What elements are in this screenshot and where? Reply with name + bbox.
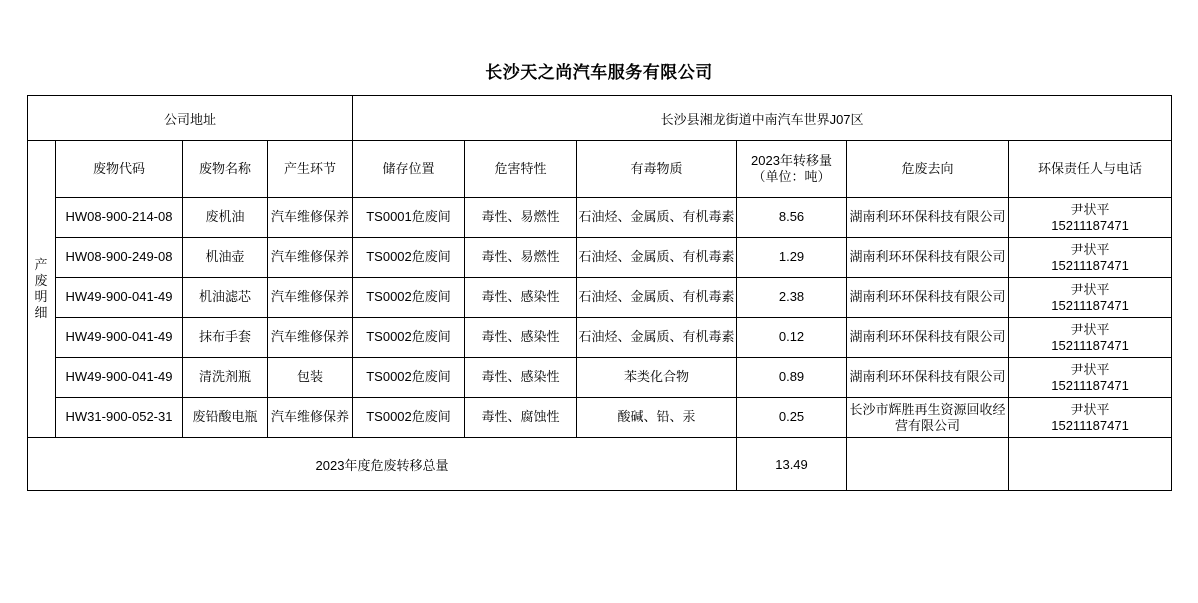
- header-waste-code: 废物代码: [56, 141, 183, 198]
- address-label: 公司地址: [28, 96, 353, 141]
- cell-waste-code: HW08-900-214-08: [56, 198, 183, 238]
- cell-destination: 湖南利环环保科技有限公司: [847, 318, 1009, 358]
- cell-responsible-person: 尹状平 15211187471: [1009, 238, 1172, 278]
- cell-process: 包装: [268, 358, 353, 398]
- cell-destination: 湖南利环环保科技有限公司: [847, 198, 1009, 238]
- cell-hazard: 毒性、感染性: [465, 318, 577, 358]
- total-destination-empty: [847, 438, 1009, 491]
- table-row: [28, 278, 1172, 318]
- cell-waste-name: 机油壶: [183, 238, 268, 278]
- cell-waste-code: HW49-900-041-49: [56, 278, 183, 318]
- cell-hazard: 毒性、腐蚀性: [465, 398, 577, 438]
- cell-waste-name: 废铅酸电瓶: [183, 398, 268, 438]
- cell-amount: 0.12: [737, 318, 847, 358]
- total-person-empty: [1009, 438, 1172, 491]
- header-responsible-person: 环保责任人与电话: [1009, 141, 1172, 198]
- cell-toxic: 石油烃、金属质、有机毒素: [577, 238, 737, 278]
- table-row: [28, 198, 1172, 238]
- table-row: [28, 238, 1172, 278]
- cell-toxic: 石油烃、金属质、有机毒素: [577, 278, 737, 318]
- cell-destination: 长沙市辉胜再生资源回收经 营有限公司: [847, 398, 1009, 438]
- header-destination: 危废去向: [847, 141, 1009, 198]
- cell-toxic: 酸碱、铅、汞: [577, 398, 737, 438]
- table-row: [28, 318, 1172, 358]
- cell-responsible-person: 尹状平 15211187471: [1009, 398, 1172, 438]
- cell-storage: TS0002危废间: [353, 358, 465, 398]
- cell-hazard: 毒性、易燃性: [465, 198, 577, 238]
- page-title: 长沙天之尚汽车服务有限公司: [485, 63, 713, 82]
- cell-storage: TS0002危废间: [353, 318, 465, 358]
- cell-destination: 湖南利环环保科技有限公司: [847, 278, 1009, 318]
- table-row: [28, 398, 1172, 438]
- cell-toxic: 石油烃、金属质、有机毒素: [577, 198, 737, 238]
- cell-responsible-person: 尹状平 15211187471: [1009, 198, 1172, 238]
- cell-responsible-person: 尹状平 15211187471: [1009, 278, 1172, 318]
- cell-waste-name: 废机油: [183, 198, 268, 238]
- cell-waste-code: HW31-900-052-31: [56, 398, 183, 438]
- hazardous-waste-table: [27, 95, 1172, 491]
- cell-toxic: 苯类化合物: [577, 358, 737, 398]
- cell-destination: 湖南利环环保科技有限公司: [847, 238, 1009, 278]
- cell-waste-name: 清洗剂瓶: [183, 358, 268, 398]
- header-transfer-amount: 2023年转移量 （单位：吨）: [737, 141, 847, 198]
- cell-waste-code: HW49-900-041-49: [56, 318, 183, 358]
- cell-storage: TS0001危废间: [353, 198, 465, 238]
- table-header-row: [28, 141, 1172, 198]
- cell-process: 汽车维修保养: [268, 318, 353, 358]
- cell-waste-code: HW49-900-041-49: [56, 358, 183, 398]
- cell-amount: 0.25: [737, 398, 847, 438]
- cell-hazard: 毒性、易燃性: [465, 238, 577, 278]
- cell-toxic: 石油烃、金属质、有机毒素: [577, 318, 737, 358]
- total-value: 13.49: [737, 438, 847, 491]
- section-label-produce-waste-detail: 产 废 明 细: [28, 141, 56, 438]
- total-row: [28, 438, 1172, 491]
- address-value: 长沙县湘龙街道中南汽车世界J07区: [353, 96, 1172, 141]
- header-waste-name: 废物名称: [183, 141, 268, 198]
- cell-process: 汽车维修保养: [268, 198, 353, 238]
- cell-responsible-person: 尹状平 15211187471: [1009, 358, 1172, 398]
- header-process: 产生环节: [268, 141, 353, 198]
- header-storage-location: 储存位置: [353, 141, 465, 198]
- cell-storage: TS0002危废间: [353, 238, 465, 278]
- cell-process: 汽车维修保养: [268, 398, 353, 438]
- cell-responsible-person: 尹状平 15211187471: [1009, 318, 1172, 358]
- cell-waste-code: HW08-900-249-08: [56, 238, 183, 278]
- total-label: 2023年度危废转移总量: [28, 438, 737, 491]
- cell-process: 汽车维修保养: [268, 278, 353, 318]
- cell-destination: 湖南利环环保科技有限公司: [847, 358, 1009, 398]
- cell-process: 汽车维修保养: [268, 238, 353, 278]
- header-toxic-substance: 有毒物质: [577, 141, 737, 198]
- cell-amount: 2.38: [737, 278, 847, 318]
- cell-amount: 8.56: [737, 198, 847, 238]
- cell-hazard: 毒性、感染性: [465, 278, 577, 318]
- header-hazard-property: 危害特性: [465, 141, 577, 198]
- cell-amount: 0.89: [737, 358, 847, 398]
- cell-storage: TS0002危废间: [353, 278, 465, 318]
- cell-waste-name: 抹布手套: [183, 318, 268, 358]
- cell-hazard: 毒性、感染性: [465, 358, 577, 398]
- cell-waste-name: 机油滤芯: [183, 278, 268, 318]
- address-row: [28, 96, 1172, 141]
- cell-storage: TS0002危废间: [353, 398, 465, 438]
- table-row: [28, 358, 1172, 398]
- cell-amount: 1.29: [737, 238, 847, 278]
